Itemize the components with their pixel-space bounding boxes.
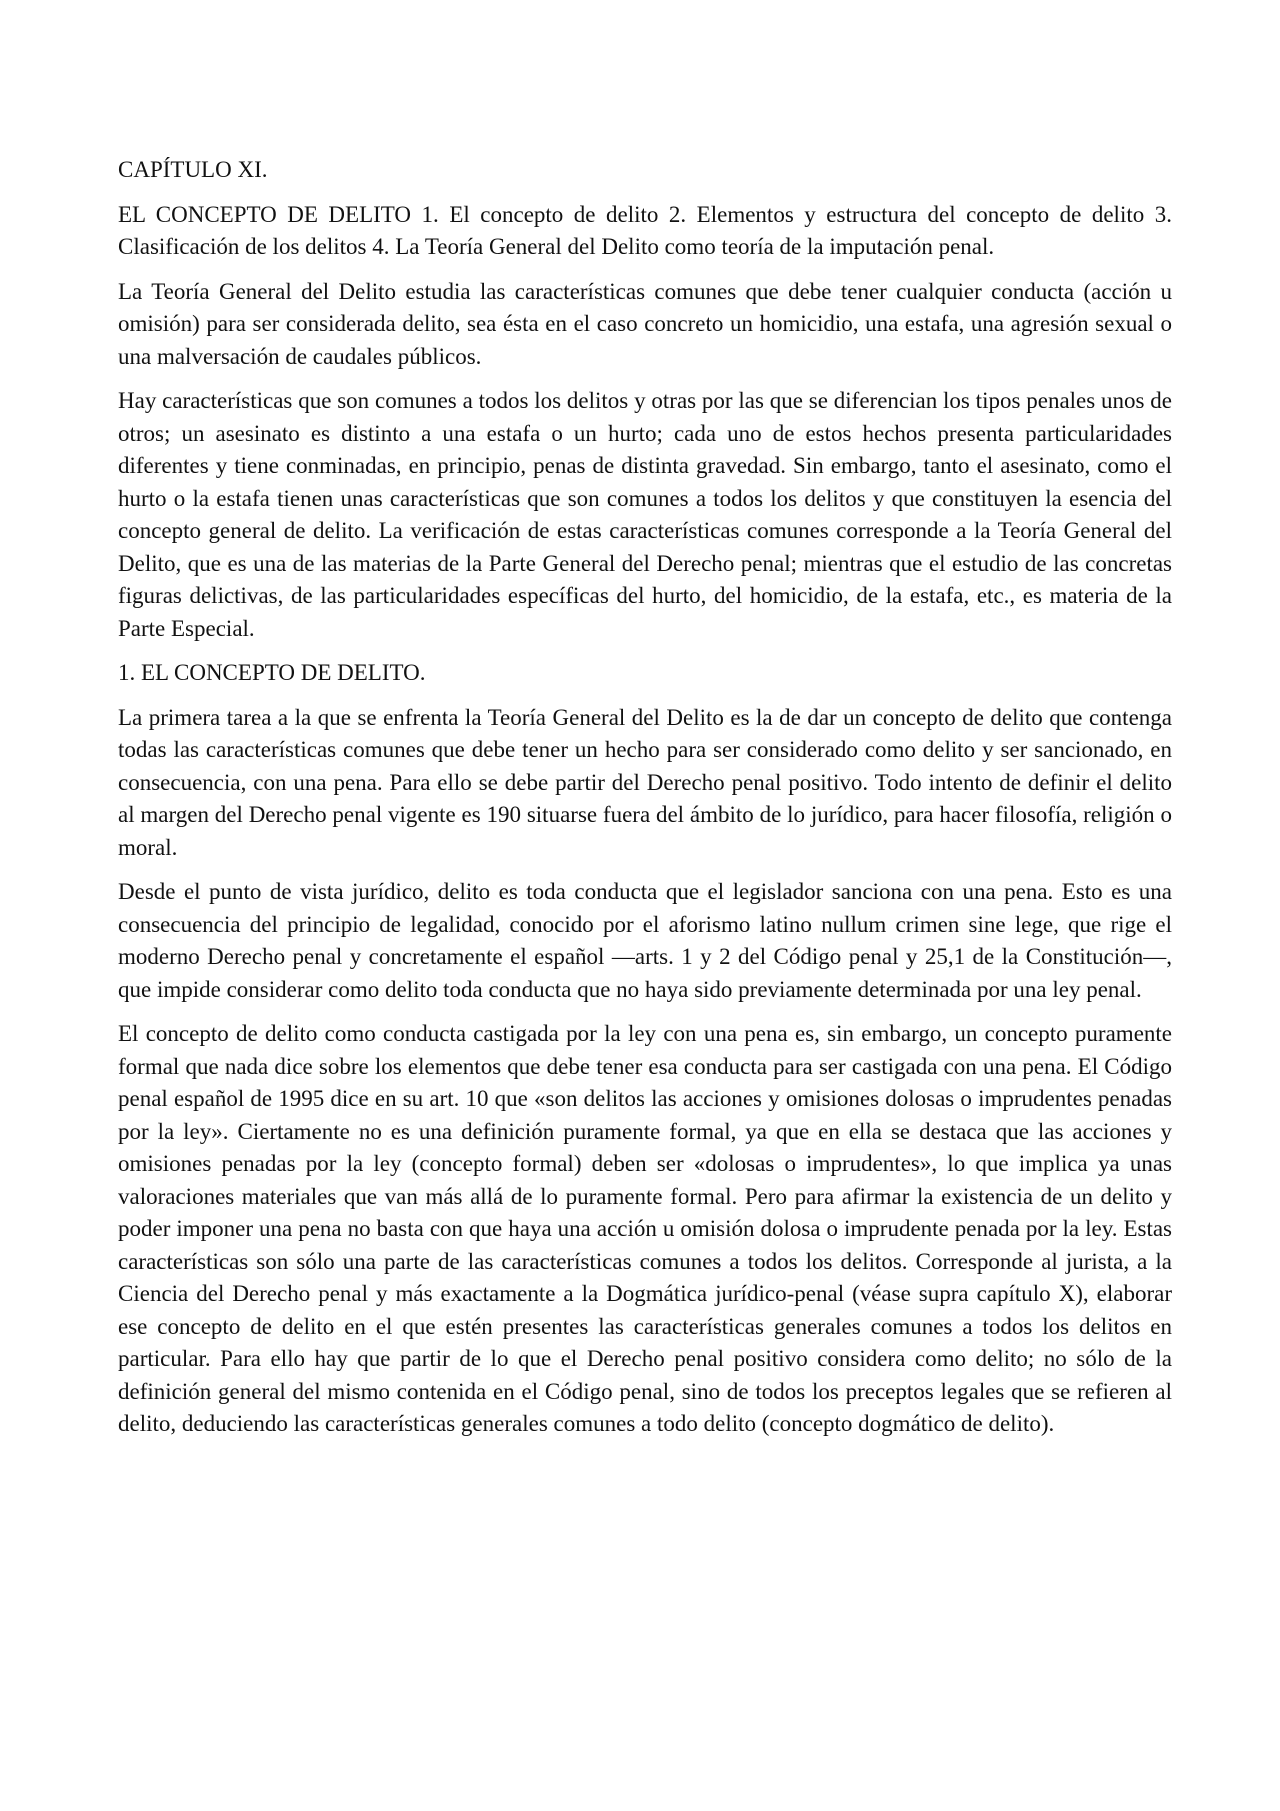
body-paragraph: Desde el punto de vista jurídico, delito es toda conducta que el legislador sanciona con una pena. Esto es una consecuencia del principio de legalidad, conocido por el aforismo latino nullum crimen sine lege, que rige el moderno Derecho penal y concretamente el español —arts. 1 y 2 del Código penal y 25,1 de la Constitución—, que impide considerar como delito toda conducta que no haya sido previamente determinada por una ley penal. (118, 879, 1172, 1002)
intro-paragraph: La Teoría General del Delito estudia las características comunes que debe tener cualquier conducta (acción u omisión) para ser considerada delito, sea ésta en el caso concreto un homicidio, una estafa, una agresión sexual o una malversación de caudales públicos. (118, 278, 1172, 369)
document-page (118, 154, 1172, 1453)
chapter-heading: CAPÍTULO XI. (118, 157, 268, 182)
section-heading: 1. EL CONCEPTO DE DELITO. (118, 660, 426, 685)
body-paragraph: El concepto de delito como conducta castigada por la ley con una pena es, sin embargo, un concepto puramente formal que nada dice sobre los elementos que debe tener esa conducta para ser castigada con una pena. El Código penal español de 1995 dice en su art. 10 que «son delitos las acciones y omisiones dolosas o imprudentes penadas por la ley». Ciertamente no es una definición puramente formal, ya que en ella se destaca que las acciones y omisiones penadas por la ley (concepto formal) deben ser «dolosas o imprudentes», lo que implica ya unas valoraciones materiales que van más allá de lo puramente formal. Pero para afirmar la existencia de un delito y poder imponer una pena no basta con que haya una acción u omisión dolosa o imprudente penada por la ley. Estas características son sólo una parte de las características comunes a todos los delitos. Corresponde al jurista, a la Ciencia del Derecho penal y más exactamente a la Dogmática jurídico-penal (véase supra capítulo X), elaborar ese concepto de delito en el que estén presentes las características generales comunes a todos los delitos en particular. Para ello hay que partir de lo que el Derecho penal positivo considera como delito; no sólo de la definición general del mismo contenida en el Código penal, sino de todos los preceptos legales que se refieren al delito, deduciendo las características generales comunes a todo delito (concepto dogmático de delito). (118, 1021, 1172, 1436)
body-paragraph: La primera tarea a la que se enfrenta la Teoría General del Delito es la de dar un concepto de delito que contenga todas las características comunes que debe tener un hecho para ser considerado como delito y ser sancionado, en consecuencia, con una pena. Para ello se debe partir del Derecho penal positivo. Todo intento de definir el delito al margen del Derecho penal vigente es 190 situarse fuera del ámbito de lo jurídico, para hacer filosofía, religión o moral. (118, 704, 1172, 860)
chapter-contents: EL CONCEPTO DE DELITO 1. El concepto de delito 2. Elementos y estructura del concepto de delito 3. Clasificación de los delitos 4. La Teoría General del Delito como teoría de la imputación penal. (118, 201, 1172, 259)
intro-paragraph: Hay características que son comunes a todos los delitos y otras por las que se diferencian los tipos penales unos de otros; un asesinato es distinto a una estafa o un hurto; cada uno de estos hechos presenta particularidades diferentes y tiene conminadas, en principio, penas de distinta gravedad. Sin embargo, tanto el asesinato, como el hurto o la estafa tienen unas características que son comunes a todos los delitos y que constituyen la esencia del concepto general de delito. La verificación de estas características comunes corresponde a la Teoría General del Delito, que es una de las materias de la Parte General del Derecho penal; mientras que el estudio de las concretas figuras delictivas, de las particularidades específicas del hurto, del homicidio, de la estafa, etc., es materia de la Parte Especial. (118, 388, 1172, 641)
